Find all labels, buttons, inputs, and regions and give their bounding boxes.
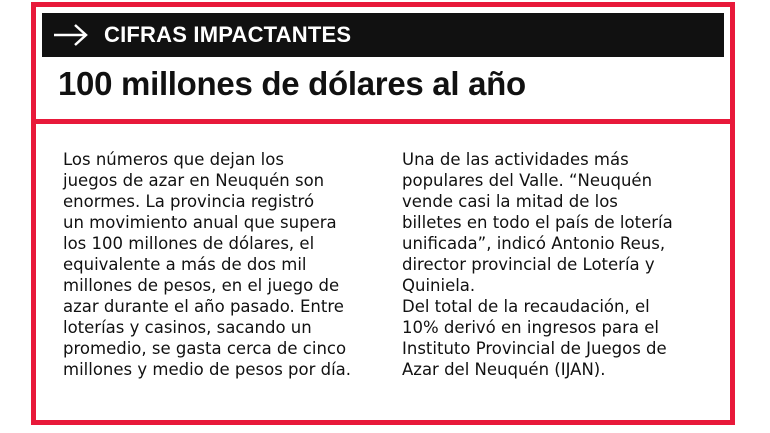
text-line: millones de pesos, en el juego de: [63, 276, 340, 295]
text-line: director provincial de Lotería y: [402, 255, 655, 274]
headline: 100 millones de dólares al año: [58, 65, 526, 102]
text-line: juegos de azar en Neuquén son: [63, 171, 325, 190]
text-line: los 100 millones de dólares, el: [63, 234, 315, 253]
arrow-right-icon: [52, 22, 90, 48]
text-line: vende casi la mitad de los: [402, 192, 618, 211]
text-line: billetes en todo el país de lotería: [402, 213, 673, 232]
header-bar: [42, 13, 724, 57]
text-line: 10% derivó en ingresos para el: [402, 318, 659, 337]
text-line: Del total de la recaudación, el: [402, 297, 650, 316]
text-line: un movimiento anual que supera: [63, 213, 337, 232]
text-column-left: [63, 149, 351, 380]
section-kicker: CIFRAS IMPACTANTES: [104, 22, 352, 47]
divider: [36, 119, 730, 124]
text-line: Quiniela.: [402, 276, 476, 295]
text-line: Azar del Neuquén (IJAN).: [402, 360, 606, 379]
text-line: azar durante el año pasado. Entre: [63, 297, 344, 316]
text-line: loterías y casinos, sacando un: [63, 318, 312, 337]
text-line: Una de las actividades más: [402, 150, 629, 169]
text-line: Instituto Provincial de Juegos de: [402, 339, 667, 358]
text-line: unificada”, indicó Antonio Reus,: [402, 234, 666, 253]
text-line: millones y medio de pesos por día.: [63, 360, 352, 379]
text-line: promedio, se gasta cerca de cinco: [63, 339, 347, 358]
text-line: equivalente a más de dos mil: [63, 255, 307, 274]
text-line: populares del Valle. “Neuquén: [402, 171, 653, 190]
text-line: enormes. La provincia registró: [63, 192, 315, 211]
text-line: Los números que dejan los: [63, 150, 284, 169]
info-card: [31, 2, 735, 425]
text-column-right: [402, 149, 673, 380]
